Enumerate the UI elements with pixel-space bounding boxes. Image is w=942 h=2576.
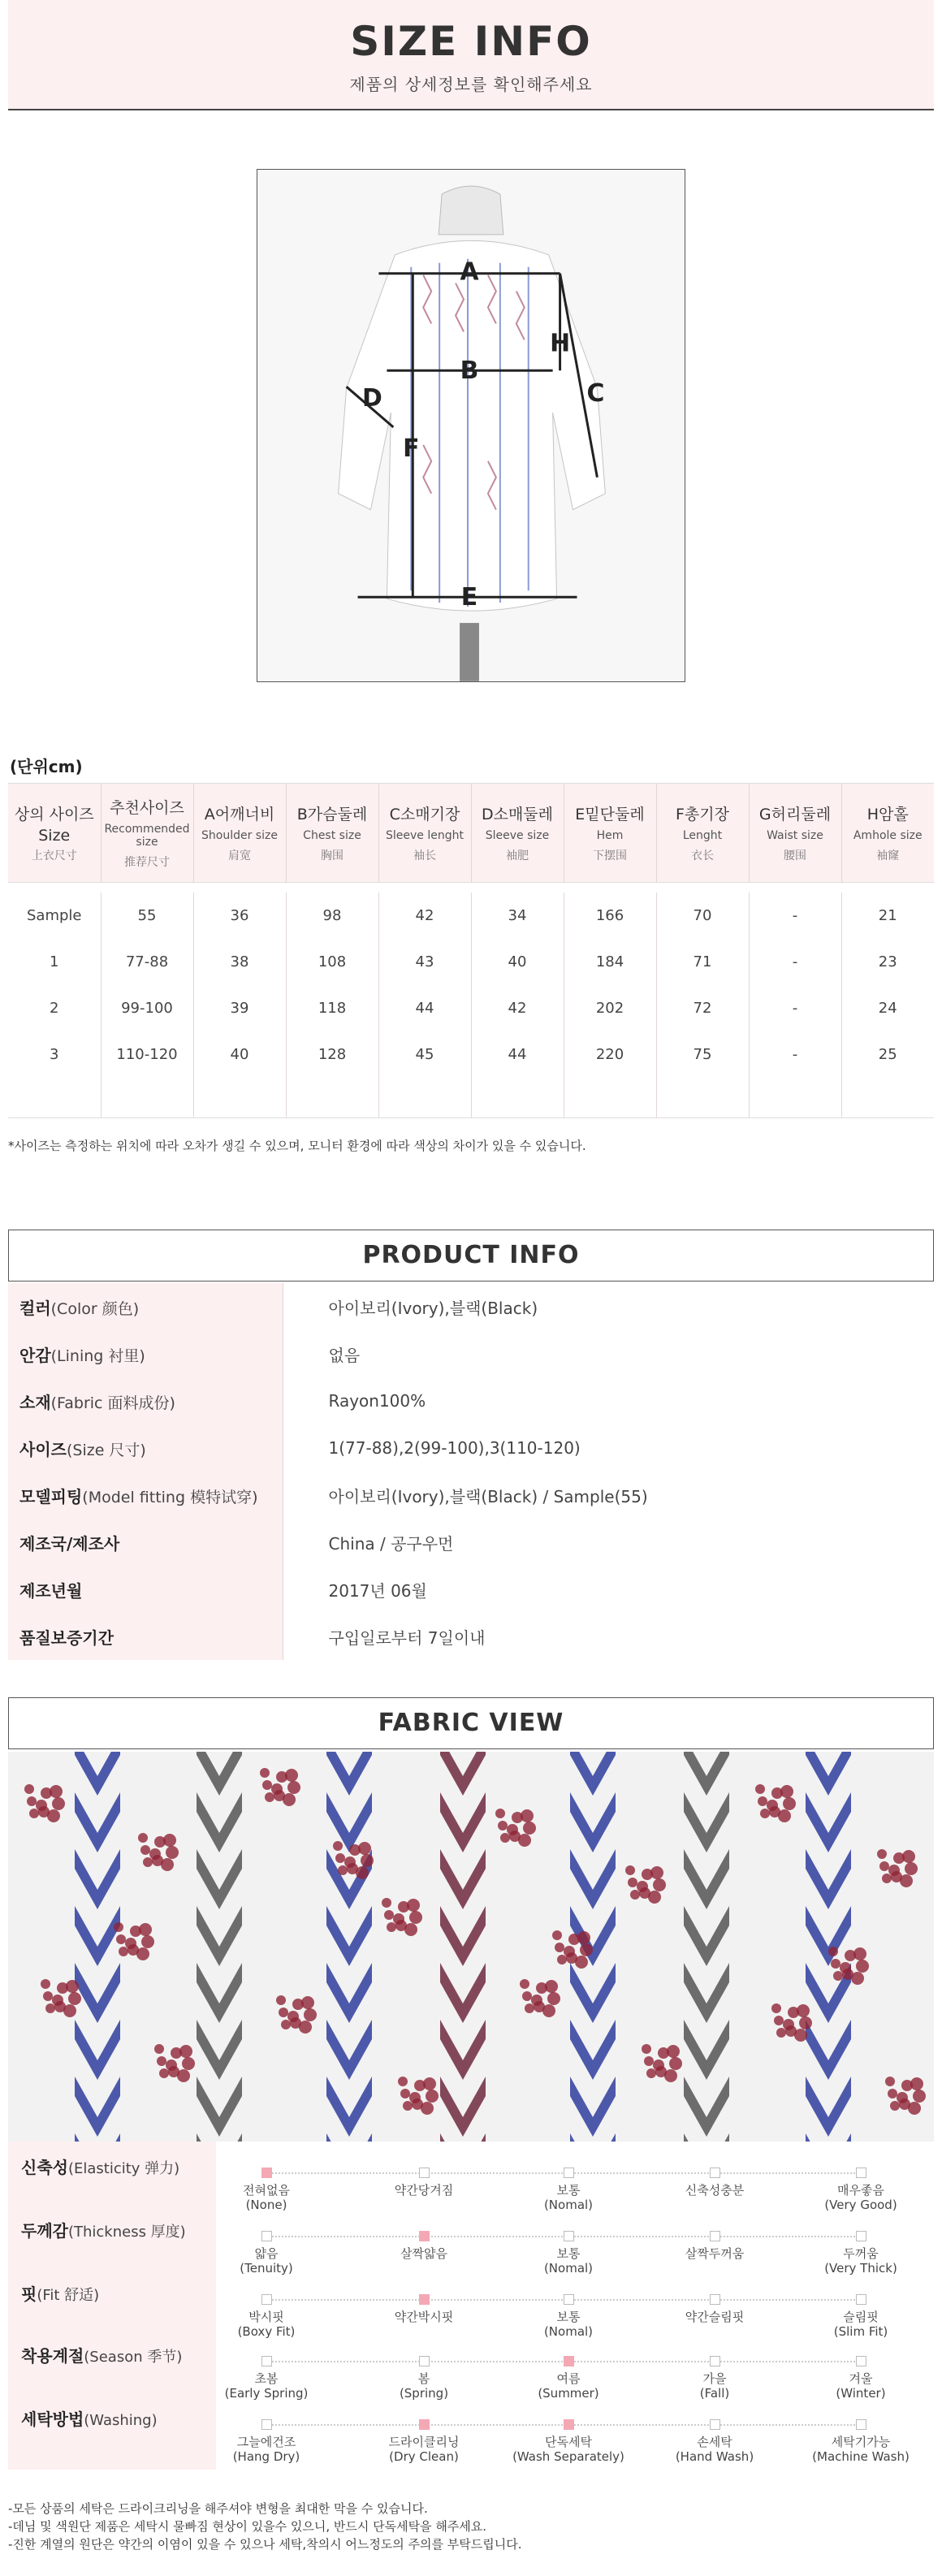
label-b: B (460, 357, 479, 386)
option-marker-icon (564, 2356, 574, 2366)
characteristic-row (8, 2142, 934, 2212)
fabric-print-pattern (8, 1752, 934, 2142)
option-marker-icon (419, 2294, 430, 2305)
col-armhole: H암홀 Amhole size 袖窿 (841, 784, 934, 883)
option-marker-icon (419, 2168, 430, 2178)
scale-option: 겨울 (Winter) (792, 2356, 930, 2401)
option-marker-icon (261, 2231, 272, 2241)
option-marker-icon (564, 2294, 574, 2305)
characteristic-label: 두께감(Thickness 厚度) (21, 2221, 186, 2241)
scale-option: 신축성충분 (646, 2168, 784, 2198)
label-h: H (550, 329, 571, 358)
size-table-body (8, 883, 934, 1118)
info-row-date: 제조년월 2017년 06월 (8, 1566, 934, 1613)
option-marker-icon (419, 2356, 430, 2366)
scale-option: 보통 (Nomal) (499, 2168, 637, 2212)
characteristic-label: 신축성(Elasticity 弹力) (21, 2158, 180, 2177)
option-marker-icon (564, 2419, 574, 2430)
scale-option: 매우좋음 (Very Good) (792, 2168, 930, 2212)
fabric-photo (8, 1752, 934, 2142)
characteristic-label: 세탁방법(Washing) (21, 2410, 158, 2429)
option-marker-icon (710, 2231, 720, 2241)
option-marker-icon (710, 2294, 720, 2305)
option-marker-icon (856, 2231, 866, 2241)
scale-option: 약간슬림핏 (646, 2294, 784, 2324)
info-row-fabric: 소재(Fabric 面料成份) Rayon100% (8, 1377, 934, 1424)
size-info-title: SIZE INFO (350, 18, 592, 65)
option-marker-icon (710, 2356, 720, 2366)
garment-photo (257, 169, 685, 682)
characteristic-row (8, 2205, 934, 2276)
label-c: C (586, 379, 605, 408)
characteristic-label: 핏(Fit 舒适) (21, 2284, 100, 2304)
option-marker-icon (261, 2419, 272, 2430)
scale-option: 봄 (Spring) (355, 2356, 493, 2401)
scale-option: 그늘에건조 (Hang Dry) (197, 2419, 335, 2464)
product-info-table (8, 1283, 934, 1660)
option-marker-icon (856, 2356, 866, 2366)
info-row-model-fitting: 모델피팅(Model fitting 模特试穿) 아이보리(Ivory),블랙(Black) / Sample(55) (8, 1472, 934, 1519)
option-marker-icon (564, 2168, 574, 2178)
option-marker-icon (564, 2231, 574, 2241)
scale-option: 드라이클리닝 (Dry Clean) (355, 2419, 493, 2464)
option-marker-icon (261, 2294, 272, 2305)
size-info-header (8, 0, 934, 110)
scale-option: 초봄 (Early Spring) (197, 2356, 335, 2401)
scale-option: 여름 (Summer) (499, 2356, 637, 2401)
table-row: 3 110-120 40 128 45 44 220 75 - 25 (8, 1031, 934, 1078)
scale-option: 보통 (Nomal) (499, 2294, 637, 2339)
unit-label: (단위cm) (10, 757, 83, 776)
characteristic-row (8, 2268, 934, 2339)
option-marker-icon (710, 2419, 720, 2430)
scale-option: 단독세탁 (Wash Separately) (499, 2419, 637, 2464)
scale-option: 손세탁 (Hand Wash) (646, 2419, 784, 2464)
scale-option: 가을 (Fall) (646, 2356, 784, 2401)
product-info-title: PRODUCT INFO (8, 1230, 934, 1282)
scale-option: 슬림핏 (Slim Fit) (792, 2294, 930, 2339)
size-note: *사이즈는 측정하는 위치에 따라 오차가 생길 수 있으며, 모니터 환경에 따라 색상의 차이가 있을 수 있습니다. (8, 1139, 586, 1153)
label-e: E (460, 583, 478, 612)
care-note: -모든 상품의 세탁은 드라이크리닝을 해주셔야 변형을 최대한 막을 수 있습니다. (8, 2501, 428, 2516)
garment-measure-diagram (257, 170, 685, 681)
col-size: 상의 사이즈 Size 上衣尺寸 (8, 784, 101, 883)
characteristic-label: 착용계절(Season 季节) (21, 2346, 183, 2366)
scale-option: 세탁기가능 (Machine Wash) (792, 2419, 930, 2464)
size-info-subtitle: 제품의 상세정보를 확인해주세요 (349, 75, 593, 94)
scale-option: 살짝두꺼움 (646, 2231, 784, 2261)
col-hem: E밑단둘레 Hem 下摆围 (564, 784, 656, 883)
size-table (8, 783, 934, 1118)
scale-option: 약간당겨짐 (355, 2168, 493, 2198)
table-row (8, 1078, 934, 1118)
scale-option: 얇음 (Tenuity) (197, 2231, 335, 2276)
info-row-manufacturer: 제조국/제조사 China / 공구우먼 (8, 1519, 934, 1566)
option-marker-icon (261, 2168, 272, 2178)
characteristic-row (8, 2330, 934, 2401)
label-f: F (403, 434, 420, 463)
characteristic-row (8, 2393, 934, 2464)
option-marker-icon (856, 2419, 866, 2430)
info-row-warranty: 품질보증기간 구입일로부터 7일이내 (8, 1613, 934, 1660)
col-length: F총기장 Lenght 衣长 (656, 784, 749, 883)
scale-option: 살짝얇음 (355, 2231, 493, 2261)
size-table-header-row (8, 784, 934, 883)
fabric-characteristics (8, 2142, 934, 2470)
scale-option: 박시핏 (Boxy Fit) (197, 2294, 335, 2339)
col-chest: B가슴둘레 Chest size 胸围 (286, 784, 378, 883)
scale-option: 약간박시핏 (355, 2294, 493, 2324)
table-row: 2 99-100 39 118 44 42 202 72 - 24 (8, 985, 934, 1031)
col-shoulder: A어깨너비 Shoulder size 肩宽 (193, 784, 286, 883)
info-row-lining: 안감(Lining 衬里) 없음 (8, 1330, 934, 1377)
scale-option: 전혀없음 (None) (197, 2168, 335, 2212)
fabric-view-title: FABRIC VIEW (8, 1697, 934, 1749)
col-sleeve-size: D소매둘레 Sleeve size 袖肥 (471, 784, 564, 883)
care-note: -진한 계열의 원단은 약간의 이염이 있을 수 있으나 세탁,착의시 어느정도의 주의를 부탁드립니다. (8, 2537, 522, 2552)
option-marker-icon (419, 2231, 430, 2241)
info-row-size: 사이즈(Size 尺寸) 1(77-88),2(99-100),3(110-120) (8, 1424, 934, 1472)
col-recommended: 추천사이즈 Recommended size 推荐尺寸 (101, 784, 193, 883)
option-marker-icon (710, 2168, 720, 2178)
col-waist: G허리둘레 Waist size 腰围 (749, 784, 841, 883)
scale-option: 보통 (Nomal) (499, 2231, 637, 2276)
option-marker-icon (261, 2356, 272, 2366)
info-row-color: 컬러(Color 颜色) 아이보리(Ivory),블랙(Black) (8, 1283, 934, 1330)
col-sleeve-length: C소매기장 Sleeve lenght 袖长 (378, 784, 471, 883)
label-a: A (460, 257, 479, 287)
care-note: -데님 및 색원단 제품은 세탁시 물빠짐 현상이 있을수 있으니, 반드시 단독세탁을 해주세요. (8, 2519, 487, 2534)
label-d: D (362, 384, 382, 413)
care-notes (8, 2500, 522, 2553)
option-marker-icon (856, 2168, 866, 2178)
table-row: Sample 55 36 98 42 34 166 70 - 21 (8, 893, 934, 939)
scale-option: 두꺼움 (Very Thick) (792, 2231, 930, 2276)
option-marker-icon (419, 2419, 430, 2430)
option-marker-icon (856, 2294, 866, 2305)
table-row: 1 77-88 38 108 43 40 184 71 - 23 (8, 939, 934, 985)
table-row (8, 883, 934, 893)
